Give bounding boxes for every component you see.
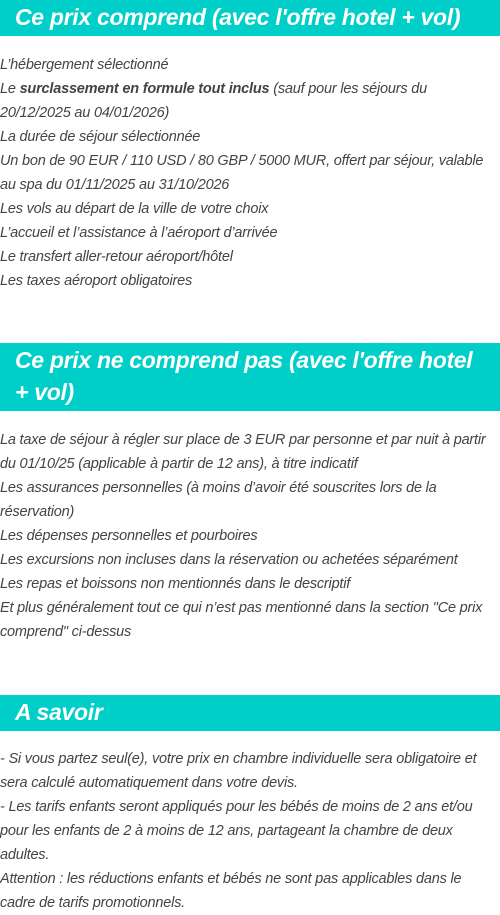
info-section-title: A savoir (0, 695, 500, 731)
included-item: Les vols au départ de la ville de votre choix (0, 201, 269, 217)
included-list (0, 53, 500, 293)
included-item-highlight: surclassement en formule tout inclus (19, 81, 270, 97)
info-item: - Les tarifs enfants seront appliqués pour les bébés de moins de 2 ans et/ou pour les enfants de 2 à moins de 12 ans, partageant la chambre de deux adultes. (0, 799, 473, 863)
included-item: L’hébergement sélectionné (0, 57, 169, 73)
included-item: L’accueil et l’assistance à l’aéroport d’arrivée (0, 225, 278, 241)
excluded-section-title: Ce prix ne comprend pas (avec l'offre hotel + vol) (0, 343, 500, 411)
info-item: - Si vous partez seul(e), votre prix en chambre individuelle sera obligatoire et sera calculé automatiquement dans votre devis. (0, 751, 477, 791)
included-section-title: Ce prix comprend (avec l'offre hotel + vol) (0, 0, 500, 36)
included-item: Le surclassement en formule tout inclus (sauf pour les séjours du 20/12/2025 au 04/01/2026) (0, 81, 428, 121)
excluded-item: Les repas et boissons non mentionnés dans le descriptif (0, 576, 351, 592)
info-item: Attention : les réductions enfants et bébés ne sont pas applicables dans le cadre de tarifs promotionnels. (0, 871, 462, 911)
excluded-item: Et plus généralement tout ce qui n’est pas mentionné dans la section "Ce prix comprend" ci-dessus (0, 600, 483, 640)
excluded-list (0, 428, 500, 644)
included-item: La durée de séjour sélectionnée (0, 129, 201, 145)
excluded-item: La taxe de séjour à régler sur place de 3 EUR par personne et par nuit à partir du 01/10/25 (applicable à partir de 12 ans), à titre indicatif (0, 432, 486, 472)
excluded-item: Les excursions non incluses dans la réservation ou achetées séparément (0, 552, 458, 568)
excluded-item: Les dépenses personnelles et pourboires (0, 528, 258, 544)
included-item: Un bon de 90 EUR / 110 USD / 80 GBP / 5000 MUR, offert par séjour, valable au spa du 01/11/2025 au 31/10/2026 (0, 153, 484, 193)
excluded-item: Les assurances personnelles (à moins d’avoir été souscrites lors de la réservation) (0, 480, 437, 520)
included-item: Les taxes aéroport obligatoires (0, 273, 193, 289)
info-list (0, 747, 500, 915)
included-item: Le transfert aller-retour aéroport/hôtel (0, 249, 233, 265)
